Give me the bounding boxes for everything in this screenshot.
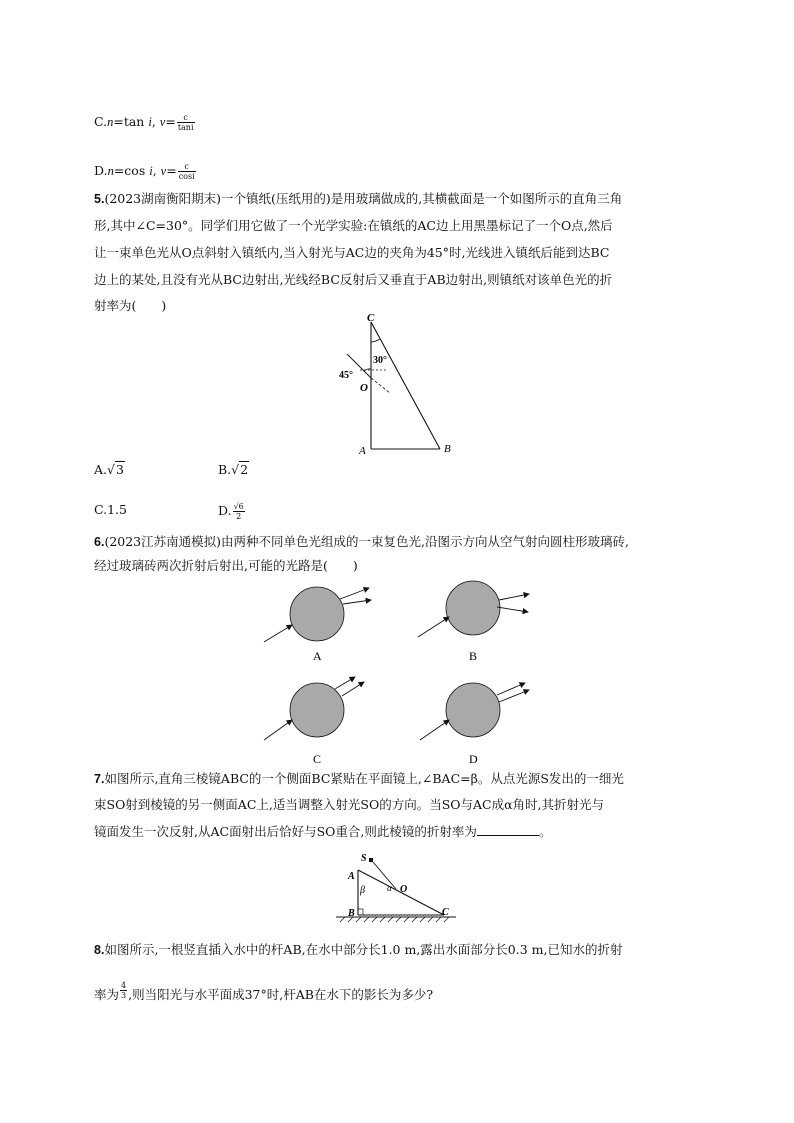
fraction: $\frac{√6}{2}$ [233, 502, 244, 521]
label-beta: β [360, 885, 365, 896]
q6-line-1: 6.(2023江苏南通模拟)由两种不同单色光组成的一束复色光,沿图示方向从空气射向圆柱形玻璃砖, [94, 534, 629, 549]
question-number: 6. [94, 535, 105, 549]
ray-so [373, 862, 396, 889]
label-a: A [348, 871, 355, 882]
vertex-b-label: B [444, 443, 451, 455]
exit-ray-b2 [497, 607, 528, 612]
label-b: B [348, 908, 355, 919]
label-o: O [400, 884, 408, 895]
triangle-figure [330, 308, 460, 458]
glass-cylinder-b [446, 581, 500, 635]
q7-line-3: 镜面发生一次反射,从AC面射出后恰好与SO重合,则此棱镜的折射率为 。 [94, 824, 552, 839]
q5-option-c: C.1.5 [94, 502, 127, 517]
incident-ray-b [418, 617, 449, 637]
q5-line-3: 让一束单色光从O点斜射入镇纸内,当入射光与AC边的夹角为45°时,光线进入镇纸后能到达BC [94, 245, 610, 260]
option-label-b: B [469, 649, 478, 663]
q5-option-d: D. $\frac{√6}{2}$ [218, 502, 244, 521]
glass-cylinder-c [290, 683, 344, 737]
incident-ray-a [264, 625, 292, 642]
q8-line-1: 8.如图所示,一根竖直插入水中的杆AB,在水中部分长1.0 m,露出水面部分长0.3 m,已知水的折射 [94, 942, 623, 957]
exit-ray-c1 [335, 677, 355, 689]
question-number: 5. [94, 192, 105, 206]
incident-ray-c [264, 720, 292, 740]
angle-c-label: 30° [373, 355, 387, 366]
exit-ray-a2 [343, 600, 371, 604]
edge-cb [371, 322, 440, 449]
q5-option-b: B.√2 [218, 462, 249, 477]
glass-cylinder-d [446, 683, 500, 737]
light-path-options [250, 570, 550, 770]
label-c: C [442, 907, 449, 918]
mirror-hatching [340, 917, 449, 922]
answer-blank[interactable] [477, 823, 539, 836]
angle-o-label: 45° [339, 370, 353, 381]
q7-line-2: 束SO射到棱镜的另一侧面AC上,适当调整入射光SO的方向。当SO与AC成α角时,其折射光与 [94, 797, 605, 812]
question-number: 8. [94, 943, 105, 957]
fraction: $\frac{c}{\cos i}$ [178, 162, 195, 181]
angle-c-arc [371, 339, 380, 342]
incident-ray-d [420, 720, 449, 740]
right-angle-mark [358, 909, 363, 915]
q7-line-1: 7.如图所示,直角三棱镜ABC的一个侧面BC紧贴在平面镜上,∠BAC=β。从点光源S发出的一细光 [94, 771, 624, 786]
exit-ray-b1 [499, 594, 529, 600]
refracted-ray [371, 378, 390, 393]
point-o-label: O [360, 382, 368, 394]
glass-cylinder-a [290, 587, 344, 641]
q5-option-a: A.√3 [94, 462, 124, 477]
fraction: $\frac{4}{3}$ [121, 981, 127, 1000]
option-label-a: A [313, 649, 322, 663]
vertex-a-label: A [359, 445, 366, 457]
label-s: S [361, 853, 367, 864]
exit-ray-c2 [342, 682, 364, 696]
point-source-s [369, 858, 373, 862]
fraction: $\frac{c}{\tan i}$ [177, 113, 194, 132]
exit-ray-a1 [340, 588, 369, 599]
q4-option-d: D.n=cos i, v= $\frac{c}{\cos i}$ [94, 162, 195, 181]
q4-option-c: C.n=tan i, v= $\frac{c}{\tan i}$ [94, 113, 194, 132]
q5-line-4: 边上的某处,且没有光从BC边射出,光线经BC反射后又垂直于AB边射出,则镇纸对该单色光的折 [94, 272, 613, 287]
q5-line-1: 5.(2023湖南衡阳期末)一个镇纸(压纸用的)是用玻璃做成的,其横截面是一个如图所示的直角三角 [94, 191, 623, 206]
vertex-c-label: C [367, 312, 375, 324]
option-label-c: C [313, 752, 322, 766]
q8-line-2: 率为 $\frac{4}{3}$ ,则当阳光与水平面成37°时,杆AB在水下的影长为多少? [94, 981, 434, 1002]
q5-line-5: 射率为( ) [94, 298, 167, 313]
q5-line-2: 形,其中∠C=30°。同学们用它做了一个光学实验:在镇纸的AC边上用黑墨标记了一个O点,然后 [94, 218, 613, 233]
prism-figure [336, 846, 464, 926]
option-label-d: D [469, 752, 478, 766]
q6-line-2: 经过玻璃砖两次折射后射出,可能的光路是( ) [94, 558, 358, 573]
question-number: 7. [94, 772, 105, 786]
label-alpha: α [387, 883, 392, 893]
